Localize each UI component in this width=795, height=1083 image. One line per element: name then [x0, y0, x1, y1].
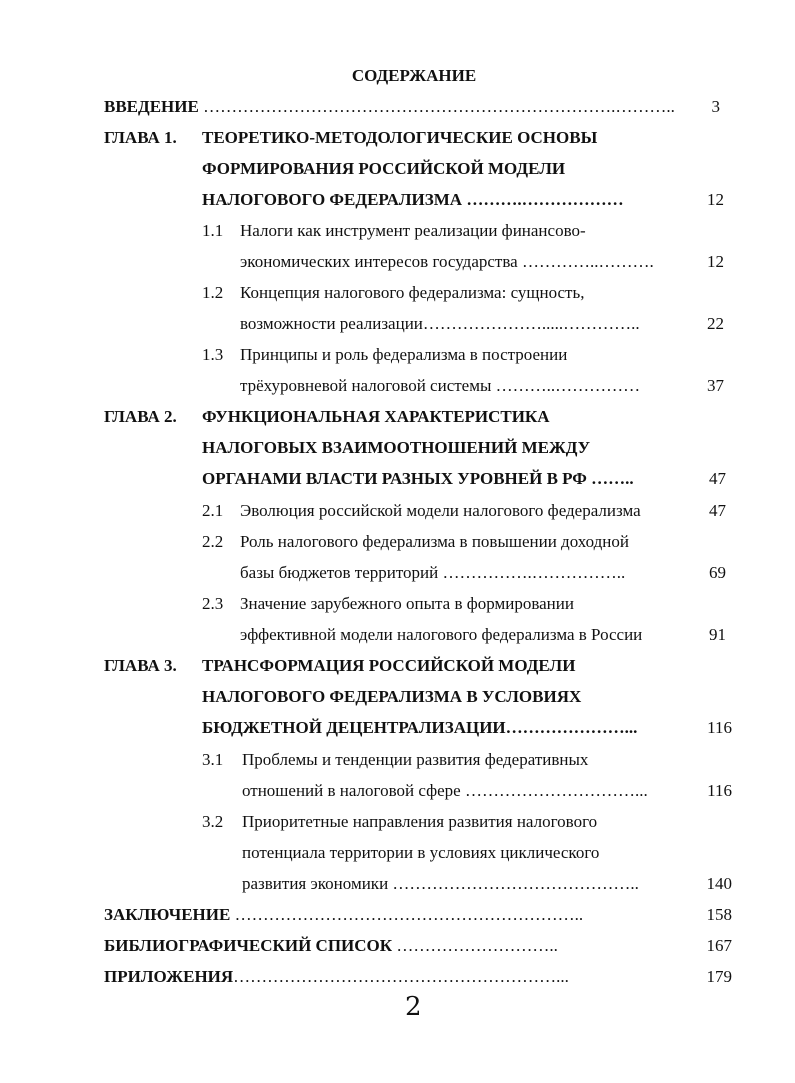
- ch3-label: ГЛАВА 3.: [104, 656, 177, 675]
- intro-dots: ……………………………………………………………….………..: [203, 97, 675, 116]
- ch1-page: 12: [707, 190, 724, 209]
- ch3-s1-line2: отношений в налоговой сфере …………………………...: [242, 781, 648, 800]
- biblio-page: 167: [706, 936, 732, 955]
- ch3-s2-line1: Приоритетные направления развития налогового: [242, 812, 598, 831]
- toc-title: СОДЕРЖАНИЕ: [351, 66, 477, 85]
- ch2-s2-num: 2.2: [202, 532, 224, 551]
- handwritten-page-number: 2: [405, 992, 422, 1022]
- conclusion-page: 158: [706, 905, 732, 924]
- ch1-s3-line1: Принципы и роль федерализма в построении: [240, 345, 568, 364]
- ch2-s3-num: 2.3: [202, 594, 224, 613]
- ch1-s3-line2: трёхуровневой налоговой системы ………..……………: [240, 376, 641, 395]
- ch1-s1-num: 1.1: [202, 221, 224, 240]
- ch2-title-line3: ОРГАНАМИ ВЛАСТИ РАЗНЫХ УРОВНЕЙ В РФ ……..: [202, 469, 634, 488]
- ch3-title-line1: ТРАНСФОРМАЦИЯ РОССИЙСКОЙ МОДЕЛИ: [202, 656, 576, 675]
- ch2-s3-line1: Значение зарубежного опыта в формировании: [240, 594, 574, 613]
- ch2-s1-line1: Эволюция российской модели налогового федерализма: [240, 501, 641, 520]
- ch2-s3-line2: эффективной модели налогового федерализма в России: [240, 625, 643, 644]
- ch1-s2-line1: Концепция налогового федерализма: сущность,: [240, 283, 585, 302]
- ch3-title-line3: БЮДЖЕТНОЙ ДЕЦЕНТРАЛИЗАЦИИ…………………...: [202, 718, 638, 737]
- intro-page: 3: [711, 97, 720, 116]
- ch2-s1-page: 47: [709, 501, 726, 520]
- conclusion-label: ЗАКЛЮЧЕНИЕ: [104, 905, 231, 924]
- ch2-page: 47: [709, 469, 726, 488]
- ch1-s3-page: 37: [707, 376, 724, 395]
- ch2-s2-page: 69: [709, 563, 726, 582]
- appendix-page: 179: [706, 967, 732, 986]
- ch3-s1-num: 3.1: [202, 750, 224, 769]
- ch1-title-line3: НАЛОГОВОГО ФЕДЕРАЛИЗМА ……….………………: [202, 190, 624, 209]
- ch2-label: ГЛАВА 2.: [104, 407, 177, 426]
- ch1-s1-line1: Налоги как инструмент реализации финансово-: [240, 221, 586, 240]
- ch2-s2-line2: базы бюджетов территорий …………….……………..: [240, 563, 626, 582]
- ch3-s1-page: 116: [707, 781, 732, 800]
- ch3-s2-page: 140: [706, 874, 732, 893]
- ch3-s1-line1: Проблемы и тенденции развития федеративных: [242, 750, 589, 769]
- ch1-s1-page: 12: [707, 252, 724, 271]
- ch1-s1-line2: экономических интересов государства …………..……….: [240, 252, 654, 271]
- ch1-title-line2: ФОРМИРОВАНИЯ РОССИЙСКОЙ МОДЕЛИ: [202, 159, 566, 178]
- intro-label: ВВЕДЕНИЕ: [104, 97, 199, 116]
- ch3-s2-num: 3.2: [202, 812, 224, 831]
- ch1-s2-num: 1.2: [202, 283, 224, 302]
- biblio-dots: ………………………..: [396, 936, 558, 955]
- ch2-s2-line1: Роль налогового федерализма в повышении доходной: [240, 532, 629, 551]
- ch3-page: 116: [707, 718, 732, 737]
- ch3-title-line2: НАЛОГОВОГО ФЕДЕРАЛИЗМА В УСЛОВИЯХ: [202, 687, 582, 706]
- ch3-s2-line3: развития экономики ……………………………………..: [242, 874, 639, 893]
- ch1-label: ГЛАВА 1.: [104, 128, 177, 147]
- ch1-title-line1: ТЕОРЕТИКО-МЕТОДОЛОГИЧЕСКИЕ ОСНОВЫ: [202, 128, 598, 147]
- ch2-title-line2: НАЛОГОВЫХ ВЗАИМООТНОШЕНИЙ МЕЖДУ: [202, 438, 591, 457]
- ch1-s2-page: 22: [707, 314, 724, 333]
- conclusion-dots: ……………………………………………………..: [234, 905, 584, 924]
- biblio-label: БИБЛИОГРАФИЧЕСКИЙ СПИСОК: [104, 936, 393, 955]
- ch2-s3-page: 91: [709, 625, 726, 644]
- ch2-title-line1: ФУНКЦИОНАЛЬНАЯ ХАРАКТЕРИСТИКА: [202, 407, 550, 426]
- appendix-dots: …………………………………………………...: [233, 967, 569, 986]
- ch2-s1-num: 2.1: [202, 501, 224, 520]
- ch1-s2-line2: возможности реализации………………….....…………..: [240, 314, 640, 333]
- ch1-s3-num: 1.3: [202, 345, 224, 364]
- ch3-s2-line2: потенциала территории в условиях циклического: [242, 843, 600, 862]
- appendix-label: ПРИЛОЖЕНИЯ: [104, 967, 234, 986]
